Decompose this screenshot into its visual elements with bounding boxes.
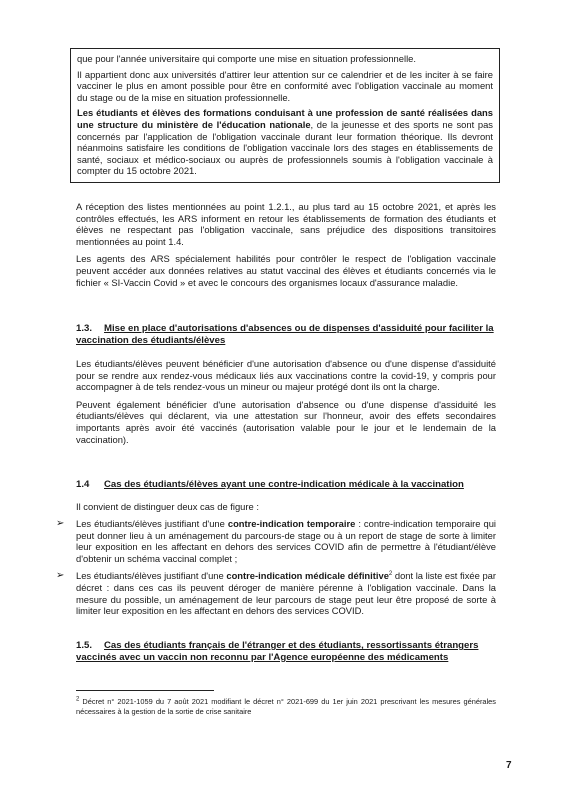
section-1-3-body	[76, 358, 496, 445]
intro-block	[76, 201, 496, 288]
box-paragraph-1: que pour l'année universitaire qui comporte une mise en situation professionnelle.	[77, 53, 416, 64]
box-paragraph-3-rest: , de la jeunesse et des sports ne sont pas concernés par l'application de l'obligation vaccinale durant leur formation théorique. Ils devront néanmoins satisfaire les conditions de l'obligation vaccinale lors des stages en établissements de santé, sociaux et médico-sociaux ou auprès de professionnels soumis à l'obligation vaccinale à compter du 15 octobre 2021.	[77, 118, 493, 177]
box-paragraph-3	[77, 107, 493, 177]
section-number: 1.3.	[76, 323, 93, 334]
section-1-4-intro: Il convient de distinguer deux cas de figure :	[76, 501, 259, 512]
section-number: 1.5.	[76, 640, 93, 651]
boxed-note	[70, 48, 500, 183]
section-1-4-intro-block	[76, 501, 496, 513]
box-paragraph-3-bold: Les étudiants et élèves des formations conduisant à une profession de santé réalisées dans une structure du ministère de l'éducation nationale	[77, 107, 493, 130]
section-number: 1.4	[76, 479, 90, 490]
list-item	[56, 518, 496, 564]
footnote-marker: 2	[76, 696, 80, 703]
footnote-text: Décret n° 2021-1059 du 7 août 2021 modifiant le décret n° 2021-699 du 1er juin 2021 prescrivant les mesures générales nécessaires à la gestion de la sortie de crise sanitaire	[76, 697, 496, 716]
box-paragraph-2: Il appartient donc aux universités d'attirer leur attention sur ce calendrier et de les inciter à se faire vacciner le plus en amont possible pour être en conformité avec l'obligation vaccinale au moment du stage ou de la mise en situation professionnelle.	[77, 68, 493, 103]
section-1-3-paragraph-1: Les étudiants/élèves peuvent bénéficier d'une autorisation d'absence ou d'une dispense d'assiduité pour se rendre aux rendez-vous médicaux liés aux vaccinations contre la covid-19, y compris pour accompagner à de tels rendez-vous un mineur ou majeur protégé dont ils ont la charge.	[76, 358, 496, 393]
list-item	[56, 570, 496, 616]
section-1-3-paragraph-2: Peuvent également bénéficier d'une autorisation d'absence ou d'une dispense d'assiduité les étudiants/élèves qui déclarent, via une attestation sur l'honneur, avoir des effets secondaires importants après avoir été vaccinés (autorisation valable pour le jour et le lendemain de la vaccination).	[76, 398, 496, 445]
bullet-text: Les étudiants/élèves justifiant d'une contre-indication médicale définitive$^2$ dont la liste est fixée par décret : dans ces cas ils peuvent déroger de manière pérenne à l'obligation vaccinale. Dans la mesure du possible, un aménagement de leur parcours de stage peut leur être proposé de sorte à limiter leur exposition en les affectant en dehors des services COVID.	[76, 570, 496, 617]
intro-paragraph-2: Les agents des ARS spécialement habilités pour contrôler le respect de l'obligation vaccinale peuvent accéder aux données relatives au statut vaccinal des élèves et étudiants concernés via le fichier « SI-Vaccin Covid » et avec le concours des organismes locaux d'assurance maladie.	[76, 253, 496, 288]
section-title: Cas des étudiants français de l'étranger et des étudiants, ressortissants étrangers vaccinés avec un vaccin non reconnu par l'Agence européenne des médicaments	[76, 640, 479, 663]
section-1-5-heading	[76, 640, 501, 664]
bullet-text: Les étudiants/élèves justifiant d'une contre-indication temporaire : contre-indication temporaire qui peut donner lieu à un aménagement du parcours-de stage ou à un report de stage de sorte à limiter leur exposition en les affectant en dehors des services COVID afin de permettre à l'étudiant/élève d'obtenir un schéma vaccinal complet ;	[76, 518, 496, 564]
page-number: 7	[506, 760, 512, 771]
arrow-bullet-icon: ➢	[56, 570, 65, 582]
section-1-4-bullets	[56, 518, 496, 617]
section-1-4-heading	[76, 479, 501, 491]
footnote	[76, 697, 496, 717]
footnote-ref: 2	[388, 571, 393, 578]
intro-paragraph-1: A réception des listes mentionnées au point 1.2.1., au plus tard au 15 octobre 2021, et après les contrôles effectués, les ARS informent en retour les établissements de formation des étudiants et élèves ne respectant pas l'obligation vaccinale, sans préjudice des dispositions transitoires mentionnées au point 1.4.	[76, 201, 496, 247]
section-title: Mise en place d'autorisations d'absences ou de dispenses d'assiduité pour faciliter la vaccination des étudiants/élèves	[76, 323, 494, 346]
arrow-bullet-icon: ➢	[56, 518, 65, 529]
section-1-3-heading	[76, 323, 501, 347]
footnote-divider	[76, 690, 214, 691]
section-title: Cas des étudiants/élèves ayant une contre-indication médicale à la vaccination	[104, 479, 464, 490]
